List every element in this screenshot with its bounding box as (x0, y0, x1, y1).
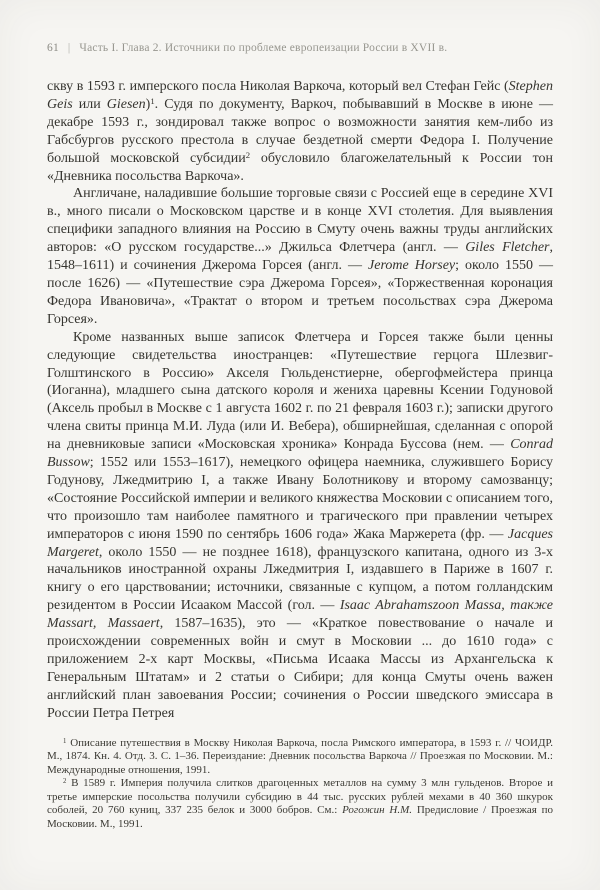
footnote: $^1$ Описание путешествия в Москву Николая Варкоча, посла Римского императора, в 1593 г. // ЧОИДР. М., 1874. Кн. 4. Отд. 3. С. 1–36. Переиздание: Дневник посольства Варкоча // Проезжая по Московии. М.: Международные отношения, 1991. (47, 736, 553, 776)
paragraph-continuation: скву в 1593 г. имперского посла Николая Варкоча, который вел Стефан Гейс (Stephen Geis или Giesen)$^1$. Судя по документу, Варкоч, побывавший в Москве в июне — декабре 1593 г., зондировал также вопрос о возможности занятия кем-либо из Габсбургов русского престола в случае бездетной смерти Федора I. Получение большой московской субсидии$^2$ обусловило благожелательный к России тон «Дневника посольства Варкоча». (47, 79, 554, 184)
footnote: $^2$ В 1589 г. Империя получила слитков драгоценных металлов на сумму 3 млн гульденов. Второе и третье имперские посольства получили субсидию в 44 тыс. русских рублей мехами в 40 360 шкурок соболей, 20 760 куниц, 337 235 белок и 3000 бобров. См.: Рогожин Н.М. Предисловие / Проезжая по Московии. М., 1991. (47, 777, 553, 830)
paragraph: Кроме названных выше записок Флетчера и Горсея также были ценны следующие свидетельства иностранцев: «Путешествие герцога Шлезвиг-Голштинского в Россию» Акселя Гюльденстиерне, обергофмейстера принца (Иоганна), младшего сына датского короля и жениха царевны Ксении Годуновой (Аксель пробыл в Москве с 1 августа 1602 г. по 21 февраля 1603 г.); записки другого члена свиты принца М.И. Луда (или И. Вебера), обширнейшая, сделанная с опорой на дневниковые записи «Московская хроника» Конрада Буссова (нем. — Conrad Bussow; 1552 или 1553–1617), немецкого офицера наемника, служившего Борису Годунову, Лжедмитрию I, а также Ивану Болотникову и второму самозванцу; «Состояние Российской империи и великого княжества Московии с описанием того, что произошло там наиболее памятного и трагического при правлении четырех императоров с июня 1590 по сентябрь 1606 года» Жака Маржерета (фр. — Jacques Margeret, около 1550 — не позднее 1618), французского капитана, одного из 3-х начальников иностранной охраны Лжедмитрия I, издавшего в Париже в 1607 г. книгу о его царствовании; источники, связанные с купцом, а потом голландским резидентом в России Исааком Массой (гол. — Isaac Abrahamszoon Massa, также Massart, Massaert, 1587–1635), это — «Краткое повествование о начале и происхождении современных войн и смут в Московии ... до 1610 года» с приложением 2-х карт Москвы, «Письма Исаака Массы из Архангельска к Генеральным Штатам» и 2 статьи о Сибири; для конца Смуты очень важен английский план завоевания России; сочинения о России шведского эмиссара в России Петра Петрея (47, 329, 553, 721)
page-body (47, 78, 553, 723)
paragraph: Англичане, наладившие большие торговые связи с Россией еще в середине XVI в., много писали о Московском царстве и в конце XVI столетия. Для выявления специфики западного влияния на Россию в Смуту очень важны труды английских авторов: «О русском государстве...» Джильса Флетчера (англ. — Giles Fletcher, 1548–1611) и сочинения Джерома Горсея (англ. — Jerome Horsey; около 1550 — после 1626) — «Путешествие сэра Джерома Горсея», «Торжественная коронация Федора Ивановича», «Трактат о втором и третьем посольствах сэра Джерома Горсея». (47, 186, 553, 327)
running-title: Часть I. Глава 2. Источники по проблеме европеизации России в XVII в. (79, 42, 448, 54)
header-divider: | (67, 42, 71, 54)
footnotes-block (47, 737, 553, 832)
page-number: 61 (47, 42, 59, 54)
page-header (47, 42, 553, 54)
